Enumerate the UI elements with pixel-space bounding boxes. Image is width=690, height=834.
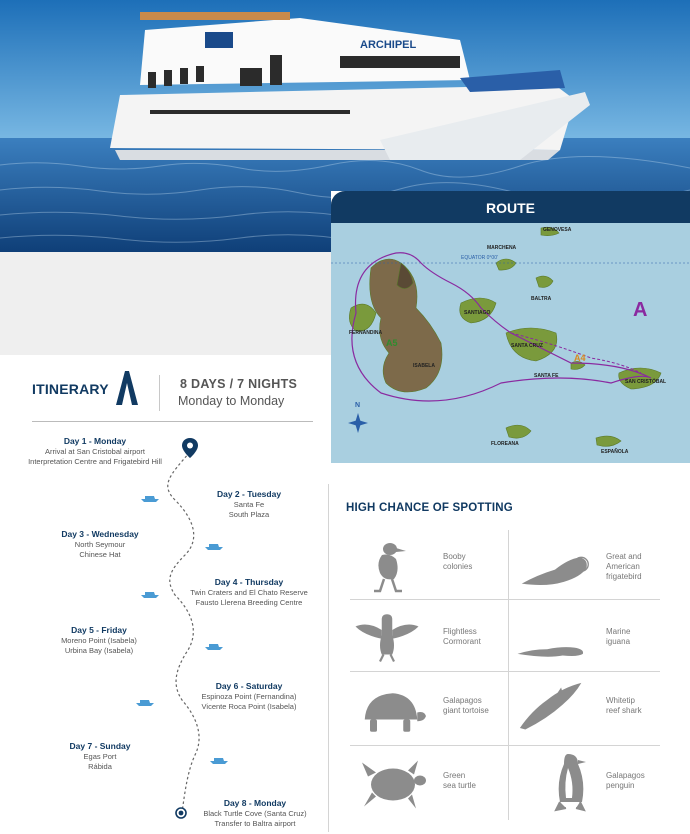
animal-label-line: sea turtle (443, 781, 476, 790)
day-1-title: Day 1 - Monday (63, 436, 127, 446)
animal-label-line: Great and (606, 552, 642, 561)
map-label-san-cristobal: SAN CRISTÓBAL (625, 379, 667, 385)
map-label-equator: EQUATOR 0°00' (461, 255, 498, 261)
map-label-floreana: FLOREANA (491, 441, 519, 447)
itinerary-letter-mark (114, 369, 140, 407)
itinerary-header (32, 371, 314, 421)
day-5-line-2: Urbina Bay (Isabela) (64, 645, 134, 655)
turtle-icon (358, 754, 428, 814)
day-1-line-2: Interpretation Centre and Frigatebird Hill (28, 456, 162, 466)
grid-line (350, 745, 660, 746)
iguana-icon (516, 620, 586, 680)
day-6 (186, 680, 312, 711)
itinerary-rule (32, 421, 313, 422)
animal-label-line: iguana (606, 637, 631, 646)
booby-icon (360, 535, 430, 595)
animal-label-turtle (443, 771, 476, 791)
map-label-route-a5: A5 (386, 338, 398, 348)
end-point-icon (175, 807, 187, 819)
animal-label-cormorant (443, 627, 481, 647)
day-7-line-1: Egas Port (83, 752, 117, 761)
animal-label-line: Flightless (443, 627, 477, 636)
day-4-line-2: Fausto Llerena Breeding Centre (195, 597, 303, 607)
day-4-title: Day 4 - Thursday (214, 577, 284, 587)
day-8-title: Day 8 - Monday (223, 798, 287, 808)
boat-icon (204, 541, 224, 551)
compass-icon (348, 413, 368, 433)
day-8-line-2: Transfer to Baltra airport (214, 818, 296, 828)
animal-label-shark (606, 696, 642, 716)
day-1 (10, 435, 180, 466)
column-separator (328, 484, 329, 832)
animal-label-line: Whitetip (606, 696, 635, 705)
animal-label-line: Galapagos (443, 696, 482, 705)
cormorant-icon (352, 607, 422, 667)
day-8-line-1: Black Turtle Cove (Santa Cruz) (203, 809, 307, 818)
grid-line (508, 530, 509, 820)
itinerary-schedule: Monday to Monday (178, 394, 285, 408)
animal-label-line: penguin (606, 781, 635, 790)
animal-label-line: Marine (606, 627, 631, 636)
grid-line (350, 599, 660, 600)
frigatebird-icon (520, 540, 590, 600)
day-6-line-2: Vicente Roca Point (Isabela) (201, 701, 297, 711)
day-5 (44, 624, 154, 655)
day-6-title: Day 6 - Saturday (215, 681, 283, 691)
itinerary-word: ITINERARY (32, 381, 109, 397)
map-label-route-a4: A4 (574, 353, 586, 363)
day-8 (190, 797, 320, 828)
boat-icon (140, 493, 160, 503)
grid-line (350, 671, 660, 672)
start-pin-icon (182, 438, 198, 458)
itinerary-duration: 8 DAYS / 7 NIGHTS (180, 377, 298, 391)
map-label-santa-fe: SANTA FE (534, 373, 559, 379)
day-2-line-2: South Plaza (228, 509, 270, 519)
animal-label-line: Galapagos (606, 771, 645, 780)
tortoise-icon (356, 682, 426, 742)
route-panel (331, 191, 690, 463)
day-2-line-1: Santa Fe (233, 500, 265, 509)
day-1-line-1: Arrival at San Cristobal airport (44, 447, 146, 456)
animal-label-line: frigatebird (606, 572, 642, 581)
boat-icon (140, 589, 160, 599)
map-label-genovesa: GENOVESA (543, 227, 572, 233)
shark-icon (516, 675, 586, 735)
animal-label-frigatebird (606, 552, 642, 582)
map-north-label: N (355, 402, 361, 409)
day-3-line-1: North Seymour (74, 540, 126, 549)
map-label-marchena: MARCHENA (487, 245, 517, 251)
day-4-line-1: Twin Craters and El Chato Reserve (190, 588, 308, 597)
animal-label-tortoise (443, 696, 489, 716)
animal-label-line: Cormorant (443, 637, 481, 646)
route-title: ROUTE (331, 191, 690, 223)
animal-label-line: giant tortoise (443, 706, 489, 715)
boat-icon (204, 641, 224, 651)
map-route-letter: A (633, 299, 648, 321)
itinerary-divider (159, 375, 160, 411)
day-3 (40, 528, 160, 559)
map-label-santiago: SANTIAGO (464, 310, 491, 316)
day-6-line-1: Espinoza Point (Fernandina) (201, 692, 297, 701)
map-label-isabela: ISABELA (413, 363, 435, 369)
boat-icon (135, 697, 155, 707)
day-5-line-1: Moreno Point (Isabela) (61, 636, 137, 645)
yacht-name-text: ARCHIPEL (360, 39, 417, 51)
animal-label-line: colonies (443, 562, 473, 571)
spotting-title: HIGH CHANCE OF SPOTTING (346, 502, 513, 514)
boat-icon (209, 755, 229, 765)
penguin-icon (536, 752, 606, 812)
route-map (331, 223, 690, 463)
map-label-fernandina: FERNANDINA (349, 330, 383, 336)
map-label-baltra: BALTRA (531, 296, 552, 302)
day-2 (198, 488, 300, 519)
animal-label-penguin (606, 771, 645, 791)
animal-label-line: reef shark (606, 706, 642, 715)
day-3-line-2: Chinese Hat (79, 549, 121, 559)
day-5-title: Day 5 - Friday (71, 625, 127, 635)
day-2-title: Day 2 - Tuesday (216, 489, 282, 499)
animal-label-line: Green (443, 771, 466, 780)
day-3-title: Day 3 - Wednesday (61, 529, 139, 539)
map-label-espanola: ESPAÑOLA (601, 449, 629, 455)
day-7-title: Day 7 - Sunday (69, 741, 131, 751)
animal-label-booby (443, 552, 472, 572)
map-label-santa-cruz: SANTA CRUZ (511, 343, 543, 349)
day-4 (176, 576, 322, 607)
day-7 (50, 740, 150, 771)
day-7-line-2: Rábida (88, 761, 112, 771)
animal-label-line: Booby (443, 552, 466, 561)
animal-label-iguana (606, 627, 630, 647)
grey-band (0, 252, 332, 355)
animal-label-line: American (606, 562, 640, 571)
